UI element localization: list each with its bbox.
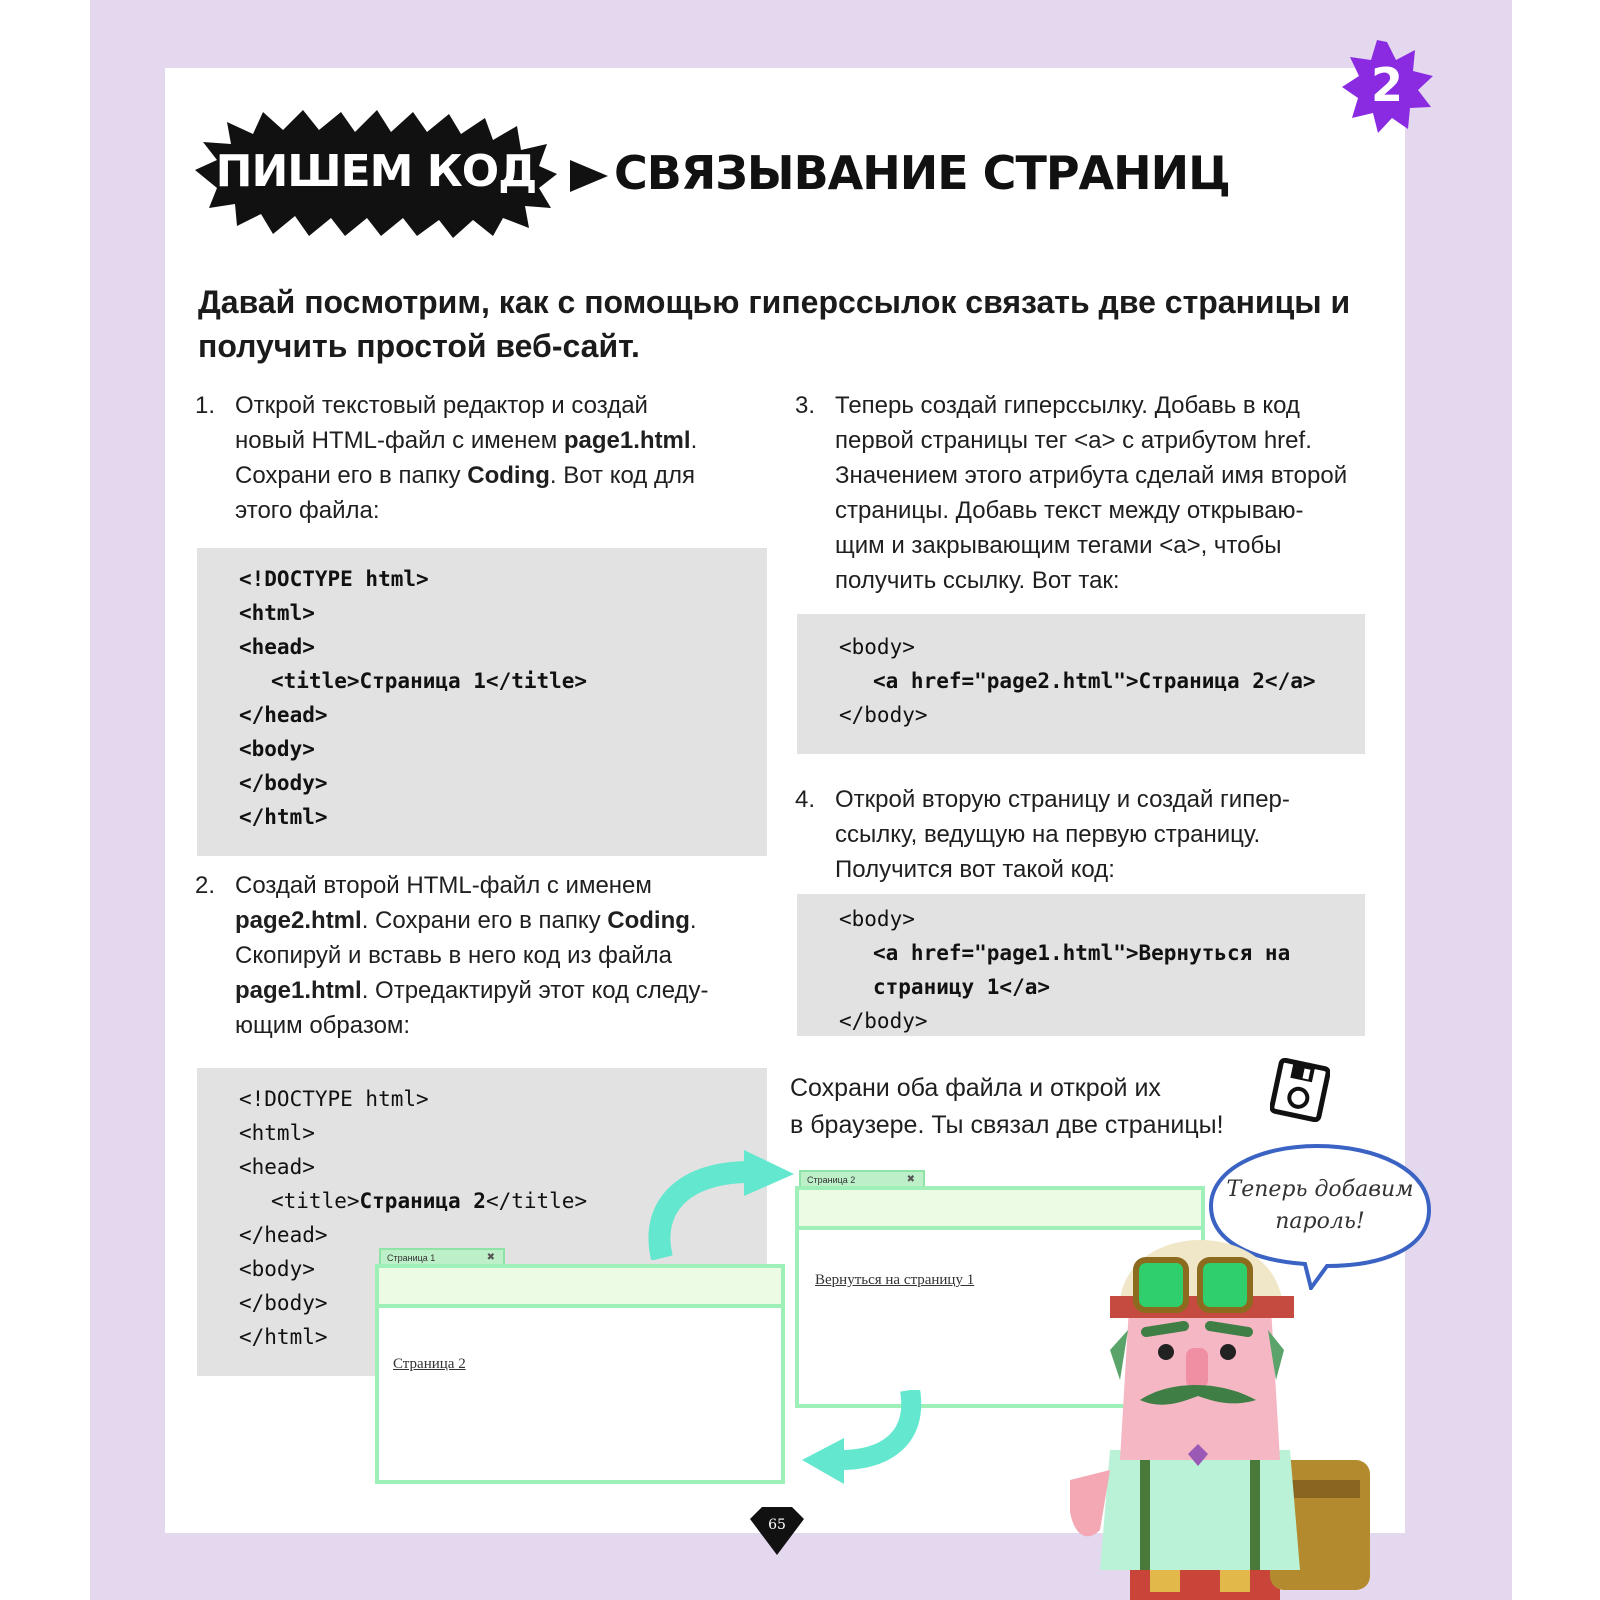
code-line: <html> (239, 601, 315, 625)
code-line: <html> (239, 1121, 315, 1145)
step-number: 4. (795, 786, 816, 813)
code-line: </body> (839, 703, 928, 727)
page-number: 65 (768, 1517, 786, 1533)
step-text: Открой вторую страницу и создай гипер- ссылку, ведущую на первую страницу. Получится вот такой код: (835, 786, 1290, 883)
step-number: 1. (195, 392, 216, 419)
code-line: <!DOCTYPE html> (239, 1087, 429, 1111)
section-label: ПИШЕМ КОД (215, 146, 537, 197)
floppy-disk-icon (1270, 1058, 1330, 1122)
code-block-link-to-page1 (797, 894, 1365, 1036)
page-title: СВЯЗЫВАНИЕ СТРАНИЦ (614, 146, 1230, 200)
code-line: </head> (239, 703, 328, 727)
code-line: </head> (239, 1223, 328, 1247)
code-line: <head> (239, 635, 315, 659)
step-number: 2. (195, 872, 216, 899)
code-block-link-to-page2 (797, 614, 1365, 754)
page-number-badge (750, 1505, 804, 1555)
browser-frame (375, 1264, 785, 1484)
code-line: <!DOCTYPE html> (239, 567, 429, 591)
address-bar (799, 1190, 1201, 1230)
code-line: <body> (239, 1257, 315, 1281)
code-line: </body> (839, 1009, 928, 1033)
step-text: Создай второй HTML-файл с именем page2.html. Сохрани его в папку Coding. Скопируй и вставь в него код из файла page1.html. Отредактируй этот код следу- ющим образом: (235, 872, 709, 1039)
browser-tab[interactable]: Страница 2 ✖ (799, 1170, 925, 1186)
code-line: <a href="page2.html">Страница 2</a> (873, 669, 1316, 693)
code-line: <body> (839, 907, 915, 931)
curved-arrow-icon (640, 1150, 800, 1260)
browser-tab[interactable]: Страница 1 ✖ (379, 1248, 505, 1264)
step-number: 3. (795, 392, 816, 419)
hyperlink[interactable]: Страница 2 (393, 1356, 466, 1372)
code-line: <title>Страница 1</title> (271, 669, 588, 693)
closing-note: Сохрани оба файла и открой их в браузере. Ты связал две страницы! (790, 1074, 1224, 1139)
curved-arrow-icon (800, 1390, 930, 1490)
code-line: <head> (239, 1155, 315, 1179)
step-text: Открой текстовый редактор и создай новый HTML-файл с именем page1.html. Сохрани его в папку Coding. Вот код для этого файла: (235, 392, 698, 524)
close-icon[interactable]: ✖ (906, 1174, 915, 1185)
step-text: Теперь создай гиперссылку. Добавь в код первой страницы тег <a> с атрибутом href. Значением этого атрибута сделай имя второй страницы. Добавь текст между открываю- щим и закрывающим тегами <a>, чтобы получить ссылку. Вот так: (835, 392, 1348, 594)
close-icon[interactable]: ✖ (486, 1252, 495, 1263)
play-arrow-icon (570, 158, 608, 194)
chapter-number: 2 (1370, 58, 1403, 112)
code-line: </body> (239, 1291, 328, 1315)
address-bar (379, 1268, 781, 1308)
code-line: <title>Страница 2</title> (271, 1189, 588, 1213)
code-line: <body> (839, 635, 915, 659)
chapter-badge (1340, 40, 1434, 134)
intro-text: Давай посмотрим, как с помощью гиперссылок связать две страницы и получить простой веб-сайт. (198, 284, 1351, 364)
code-line: <a href="page1.html">Вернуться на (873, 941, 1291, 965)
code-block-page1 (197, 548, 767, 856)
speech-bubble-text: Теперь добавим пароль! (1226, 1177, 1414, 1234)
code-line: </body> (239, 771, 328, 795)
hyperlink[interactable]: Вернуться на страницу 1 (815, 1272, 975, 1288)
code-line: <body> (239, 737, 315, 761)
code-line: страницу 1</a> (873, 975, 1051, 999)
browser-viewport (379, 1308, 781, 1480)
code-line: </html> (239, 805, 328, 829)
explorer-character-illustration (1070, 1230, 1400, 1600)
code-line: </html> (239, 1325, 328, 1349)
section-label-badge (195, 108, 557, 238)
